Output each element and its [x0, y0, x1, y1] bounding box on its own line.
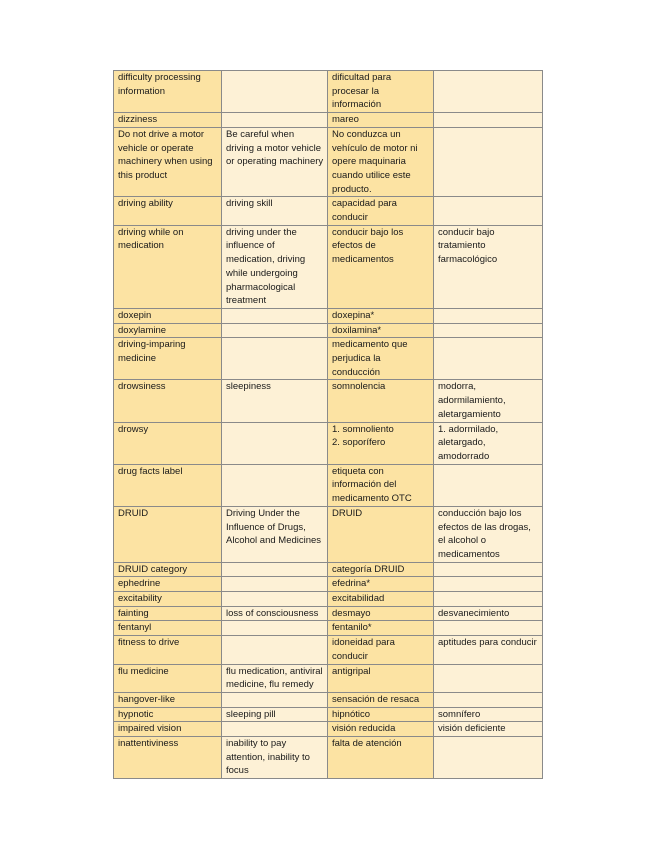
english-term-cell: fentanyl [114, 621, 222, 636]
glossary-row [114, 308, 543, 323]
spanish-term-cell: doxepina* [328, 308, 434, 323]
spanish-alternative-cell: aptitudes para conducir [434, 636, 543, 664]
glossary-row [114, 636, 543, 664]
spanish-alternative-cell [434, 113, 543, 128]
spanish-alternative-cell [434, 323, 543, 338]
english-synonym-cell [222, 562, 328, 577]
glossary-row [114, 71, 543, 113]
english-term-cell: DRUID category [114, 562, 222, 577]
glossary-row [114, 692, 543, 707]
english-term-cell: drowsiness [114, 380, 222, 422]
spanish-alternative-cell [434, 737, 543, 779]
glossary-row [114, 621, 543, 636]
spanish-alternative-cell: conducir bajo tratamiento farmacológico [434, 225, 543, 308]
english-term-cell: dizziness [114, 113, 222, 128]
glossary-row [114, 197, 543, 225]
english-term-cell: doxylamine [114, 323, 222, 338]
spanish-alternative-cell [434, 577, 543, 592]
english-term-cell: drowsy [114, 422, 222, 464]
spanish-alternative-cell [434, 197, 543, 225]
glossary-row [114, 338, 543, 380]
spanish-term-cell: hipnótico [328, 707, 434, 722]
spanish-alternative-cell [434, 562, 543, 577]
english-term-cell: driving-imparing medicine [114, 338, 222, 380]
spanish-alternative-cell [434, 338, 543, 380]
english-term-cell: inattentiviness [114, 737, 222, 779]
spanish-term-cell: efedrina* [328, 577, 434, 592]
spanish-term-cell: 1. somnoliento 2. soporífero [328, 422, 434, 464]
glossary-row [114, 113, 543, 128]
english-synonym-cell [222, 308, 328, 323]
english-term-cell: drug facts label [114, 464, 222, 506]
english-synonym-cell: flu medication, antiviral medicine, flu remedy [222, 664, 328, 692]
spanish-alternative-cell [434, 664, 543, 692]
spanish-alternative-cell: modorra, adormilamiento, aletargamiento [434, 380, 543, 422]
glossary-row [114, 127, 543, 197]
english-term-cell: fainting [114, 606, 222, 621]
spanish-term-cell: capacidad para conducir [328, 197, 434, 225]
glossary-row [114, 722, 543, 737]
spanish-alternative-cell: somnífero [434, 707, 543, 722]
english-term-cell: doxepin [114, 308, 222, 323]
glossary-row [114, 707, 543, 722]
glossary-row [114, 323, 543, 338]
glossary-row [114, 577, 543, 592]
spanish-alternative-cell [434, 127, 543, 197]
glossary-row [114, 664, 543, 692]
english-synonym-cell: loss of consciousness [222, 606, 328, 621]
glossary-row [114, 592, 543, 607]
spanish-term-cell: DRUID [328, 506, 434, 562]
english-synonym-cell [222, 323, 328, 338]
spanish-term-cell: sensación de resaca [328, 692, 434, 707]
spanish-term-cell: conducir bajo los efectos de medicamentos [328, 225, 434, 308]
glossary-body [114, 71, 543, 779]
spanish-term-cell: desmayo [328, 606, 434, 621]
english-term-cell: fitness to drive [114, 636, 222, 664]
english-term-cell: flu medicine [114, 664, 222, 692]
glossary-row [114, 464, 543, 506]
english-term-cell: Do not drive a motor vehicle or operate machinery when using this product [114, 127, 222, 197]
english-synonym-cell: sleeping pill [222, 707, 328, 722]
spanish-term-cell: falta de atención [328, 737, 434, 779]
glossary-row [114, 422, 543, 464]
spanish-term-cell: categoría DRUID [328, 562, 434, 577]
spanish-term-cell: medicamento que perjudica la conducción [328, 338, 434, 380]
spanish-alternative-cell: desvanecimiento [434, 606, 543, 621]
english-synonym-cell [222, 722, 328, 737]
spanish-term-cell: dificultad para procesar la información [328, 71, 434, 113]
glossary-row [114, 506, 543, 562]
english-term-cell: DRUID [114, 506, 222, 562]
english-term-cell: difficulty processing information [114, 71, 222, 113]
spanish-term-cell: etiqueta con información del medicamento OTC [328, 464, 434, 506]
english-synonym-cell [222, 692, 328, 707]
spanish-alternative-cell: 1. adormilado, aletargado, amodorrado [434, 422, 543, 464]
spanish-alternative-cell [434, 621, 543, 636]
glossary-row [114, 562, 543, 577]
spanish-term-cell: idoneidad para conducir [328, 636, 434, 664]
english-synonym-cell: driving under the influence of medication, driving while undergoing pharmacological treatment [222, 225, 328, 308]
english-synonym-cell [222, 577, 328, 592]
glossary-row [114, 225, 543, 308]
english-synonym-cell: driving skill [222, 197, 328, 225]
spanish-term-cell: antigripal [328, 664, 434, 692]
english-term-cell: driving ability [114, 197, 222, 225]
spanish-alternative-cell [434, 464, 543, 506]
spanish-term-cell: No conduzca un vehículo de motor ni opere maquinaria cuando utilice este producto. [328, 127, 434, 197]
english-synonym-cell [222, 621, 328, 636]
english-synonym-cell [222, 592, 328, 607]
english-synonym-cell [222, 464, 328, 506]
english-synonym-cell: Driving Under the Influence of Drugs, Alcohol and Medicines [222, 506, 328, 562]
spanish-alternative-cell [434, 592, 543, 607]
spanish-alternative-cell: visión deficiente [434, 722, 543, 737]
spanish-term-cell: doxilamina* [328, 323, 434, 338]
glossary-row [114, 380, 543, 422]
glossary-row [114, 606, 543, 621]
english-synonym-cell [222, 338, 328, 380]
english-synonym-cell [222, 113, 328, 128]
spanish-alternative-cell [434, 71, 543, 113]
english-term-cell: excitability [114, 592, 222, 607]
spanish-term-cell: fentanilo* [328, 621, 434, 636]
english-term-cell: hypnotic [114, 707, 222, 722]
spanish-term-cell: excitabilidad [328, 592, 434, 607]
english-synonym-cell [222, 71, 328, 113]
spanish-alternative-cell [434, 308, 543, 323]
spanish-alternative-cell: conducción bajo los efectos de las drogas, el alcohol o medicamentos [434, 506, 543, 562]
english-synonym-cell: Be careful when driving a motor vehicle or operating machinery [222, 127, 328, 197]
english-term-cell: impaired vision [114, 722, 222, 737]
english-synonym-cell: inability to pay attention, inability to focus [222, 737, 328, 779]
spanish-term-cell: visión reducida [328, 722, 434, 737]
english-term-cell: hangover-like [114, 692, 222, 707]
english-term-cell: driving while on medication [114, 225, 222, 308]
english-synonym-cell [222, 422, 328, 464]
english-synonym-cell [222, 636, 328, 664]
spanish-term-cell: mareo [328, 113, 434, 128]
spanish-alternative-cell [434, 692, 543, 707]
spanish-term-cell: somnolencia [328, 380, 434, 422]
glossary-table [113, 70, 543, 779]
glossary-row [114, 737, 543, 779]
english-term-cell: ephedrine [114, 577, 222, 592]
english-synonym-cell: sleepiness [222, 380, 328, 422]
